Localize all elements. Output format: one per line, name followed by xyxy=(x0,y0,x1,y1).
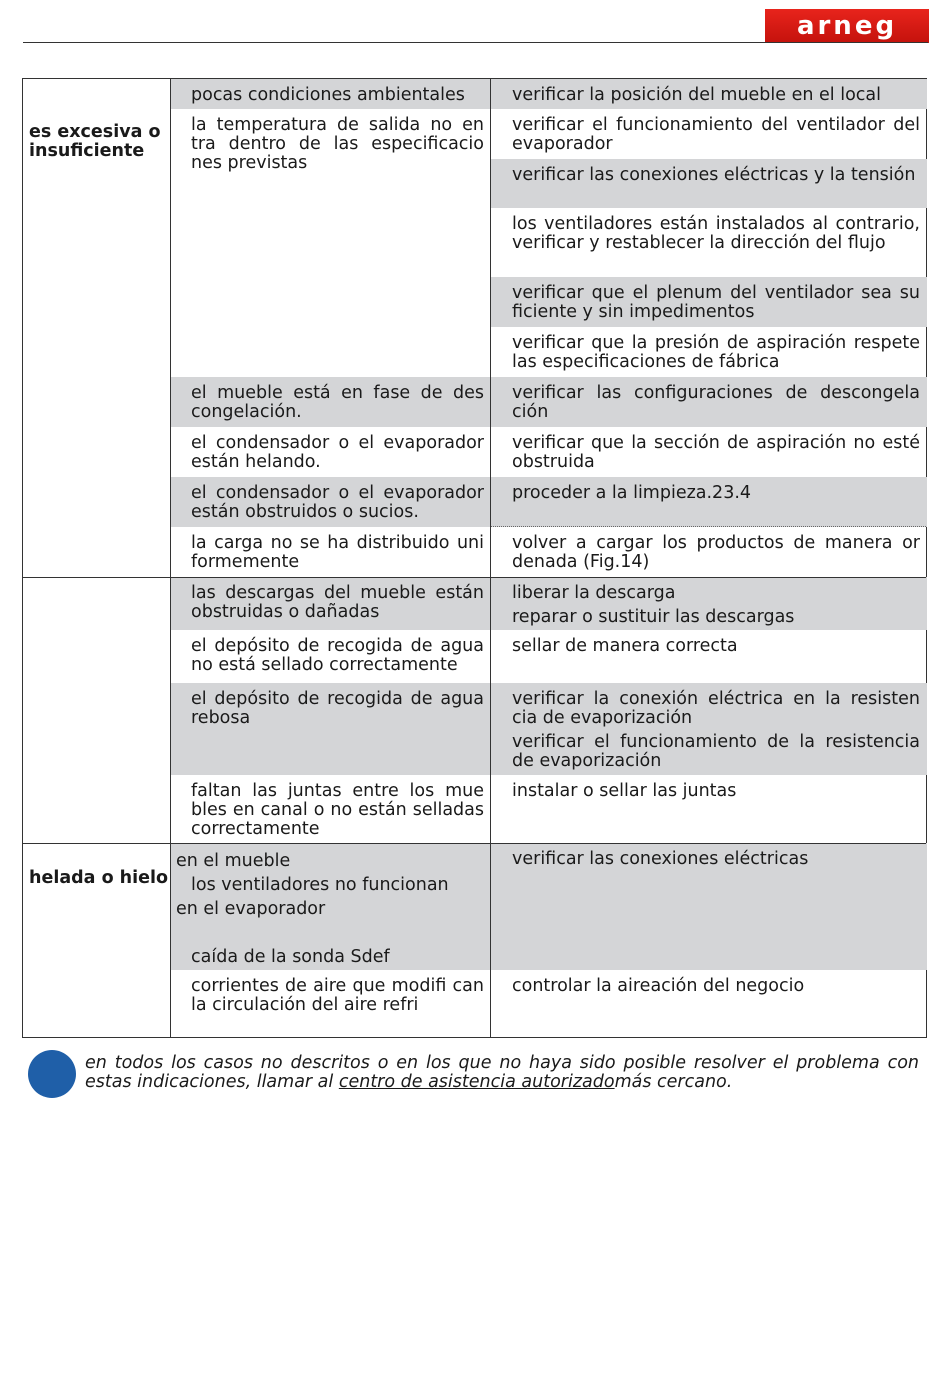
action-text: sellar de manera correcta xyxy=(512,636,738,656)
info-icon xyxy=(28,1050,76,1098)
cause-text: el depósito de recogida de agua rebosa xyxy=(191,689,484,728)
action-text: verificar que la sección de aspiración no esté obstruida xyxy=(512,433,920,472)
action-cell xyxy=(491,477,927,527)
cause-cell xyxy=(170,377,491,427)
action-text: proceder a la limpieza.23.4 xyxy=(512,483,752,503)
cause-text: en el mueble xyxy=(176,851,291,871)
action-cell xyxy=(491,277,927,327)
action-cell xyxy=(491,775,927,843)
action-text: liberar la descarga xyxy=(512,583,676,603)
action-cell xyxy=(491,427,927,477)
action-cell xyxy=(491,527,927,577)
cause-cell xyxy=(170,427,491,477)
action-text: verificar las conexiones eléctricas xyxy=(512,849,809,869)
cause-text: pocas condiciones ambientales xyxy=(191,85,465,105)
cause-text: caída de la sonda Sdef xyxy=(191,947,390,967)
cause-text: los ventiladores no funcionan xyxy=(191,875,449,895)
cause-cell xyxy=(170,843,491,970)
cause-text: el condensador o el evaporador están helando. xyxy=(191,433,484,472)
action-cell xyxy=(491,683,927,775)
header-divider xyxy=(23,42,928,43)
action-text: controlar la aireación del negocio xyxy=(512,976,805,996)
action-text: verificar que la presión de aspiración respete las especificaciones de fábrica xyxy=(512,333,920,372)
action-text: verificar el funcionamiento del ventilador del evaporador xyxy=(512,115,920,154)
action-text: verificar la posición del mueble en el local xyxy=(512,85,881,105)
cause-cell xyxy=(170,577,491,630)
section-label: es excesiva o insuficiente xyxy=(29,122,161,161)
action-cell xyxy=(491,109,927,159)
troubleshooting-table xyxy=(22,78,927,1038)
cause-cell xyxy=(170,79,491,109)
section-divider xyxy=(23,577,926,578)
action-text: volver a cargar los productos de manera or denada (Fig.14) xyxy=(512,533,920,572)
action-cell xyxy=(491,327,927,377)
cause-text: en el evaporador xyxy=(176,899,326,919)
cause-text: faltan las juntas entre los mue bles en canal o no están selladas correctamente xyxy=(191,781,484,839)
note-text: más cercano. xyxy=(614,1072,733,1092)
cause-cell xyxy=(170,527,491,577)
row-divider xyxy=(491,526,926,527)
action-cell xyxy=(491,79,927,109)
action-text: verificar que el plenum del ventilador sea su ficiente y sin impedimentos xyxy=(512,283,920,322)
cause-cell xyxy=(170,775,491,843)
cause-text: las descargas del mueble están obstruidas o dañadas xyxy=(191,583,484,622)
cause-text: el condensador o el evaporador están obstruidos o sucios. xyxy=(191,483,484,522)
arneg-logo: arneg xyxy=(765,9,929,43)
action-cell xyxy=(491,630,927,683)
action-text: reparar o sustituir las descargas xyxy=(512,607,795,627)
cause-text: corrientes de aire que modifi can la circulación del aire refri xyxy=(191,976,484,1015)
footer-note xyxy=(85,1054,919,1092)
note-text: en todos los casos no descritos o en los que no haya sido posible resolver el problema con estas indicaciones, llamar al xyxy=(85,1053,919,1092)
action-text: verificar el funcionamiento de la resistencia de evaporización xyxy=(512,732,920,771)
action-cell xyxy=(491,377,927,427)
section-label: helada o hielo xyxy=(29,868,169,888)
action-text: los ventiladores están instalados al contrario, verificar y restablecer la dirección del flujo xyxy=(512,214,920,253)
cause-cell xyxy=(170,970,491,1037)
action-cell xyxy=(491,159,927,208)
cause-text: la carga no se ha distribuido uni formemente xyxy=(191,533,484,572)
action-cell xyxy=(491,208,927,277)
action-text: verificar la conexión eléctrica en la resisten cia de evaporización xyxy=(512,689,920,728)
action-cell xyxy=(491,843,927,970)
action-text: instalar o sellar las juntas xyxy=(512,781,737,801)
cause-cell xyxy=(170,109,491,377)
cause-text: el mueble está en fase de des congelación. xyxy=(191,383,484,422)
action-text: verificar las conexiones eléctricas y la tensión xyxy=(512,165,916,185)
service-center-link[interactable]: centro de asistencia autorizado xyxy=(338,1072,615,1092)
column-divider xyxy=(490,79,491,1037)
column-divider xyxy=(170,79,171,1037)
cause-cell xyxy=(170,477,491,527)
action-text: verificar las configuraciones de descongela ción xyxy=(512,383,920,422)
cause-text: la temperatura de salida no en tra dentro de las especificacio nes previstas xyxy=(191,115,484,173)
cause-cell xyxy=(170,683,491,775)
cause-cell xyxy=(170,630,491,683)
cause-text: el depósito de recogida de agua no está sellado correctamente xyxy=(191,636,484,675)
action-cell xyxy=(491,970,927,1037)
action-cell xyxy=(491,577,927,630)
section-divider xyxy=(23,843,926,844)
